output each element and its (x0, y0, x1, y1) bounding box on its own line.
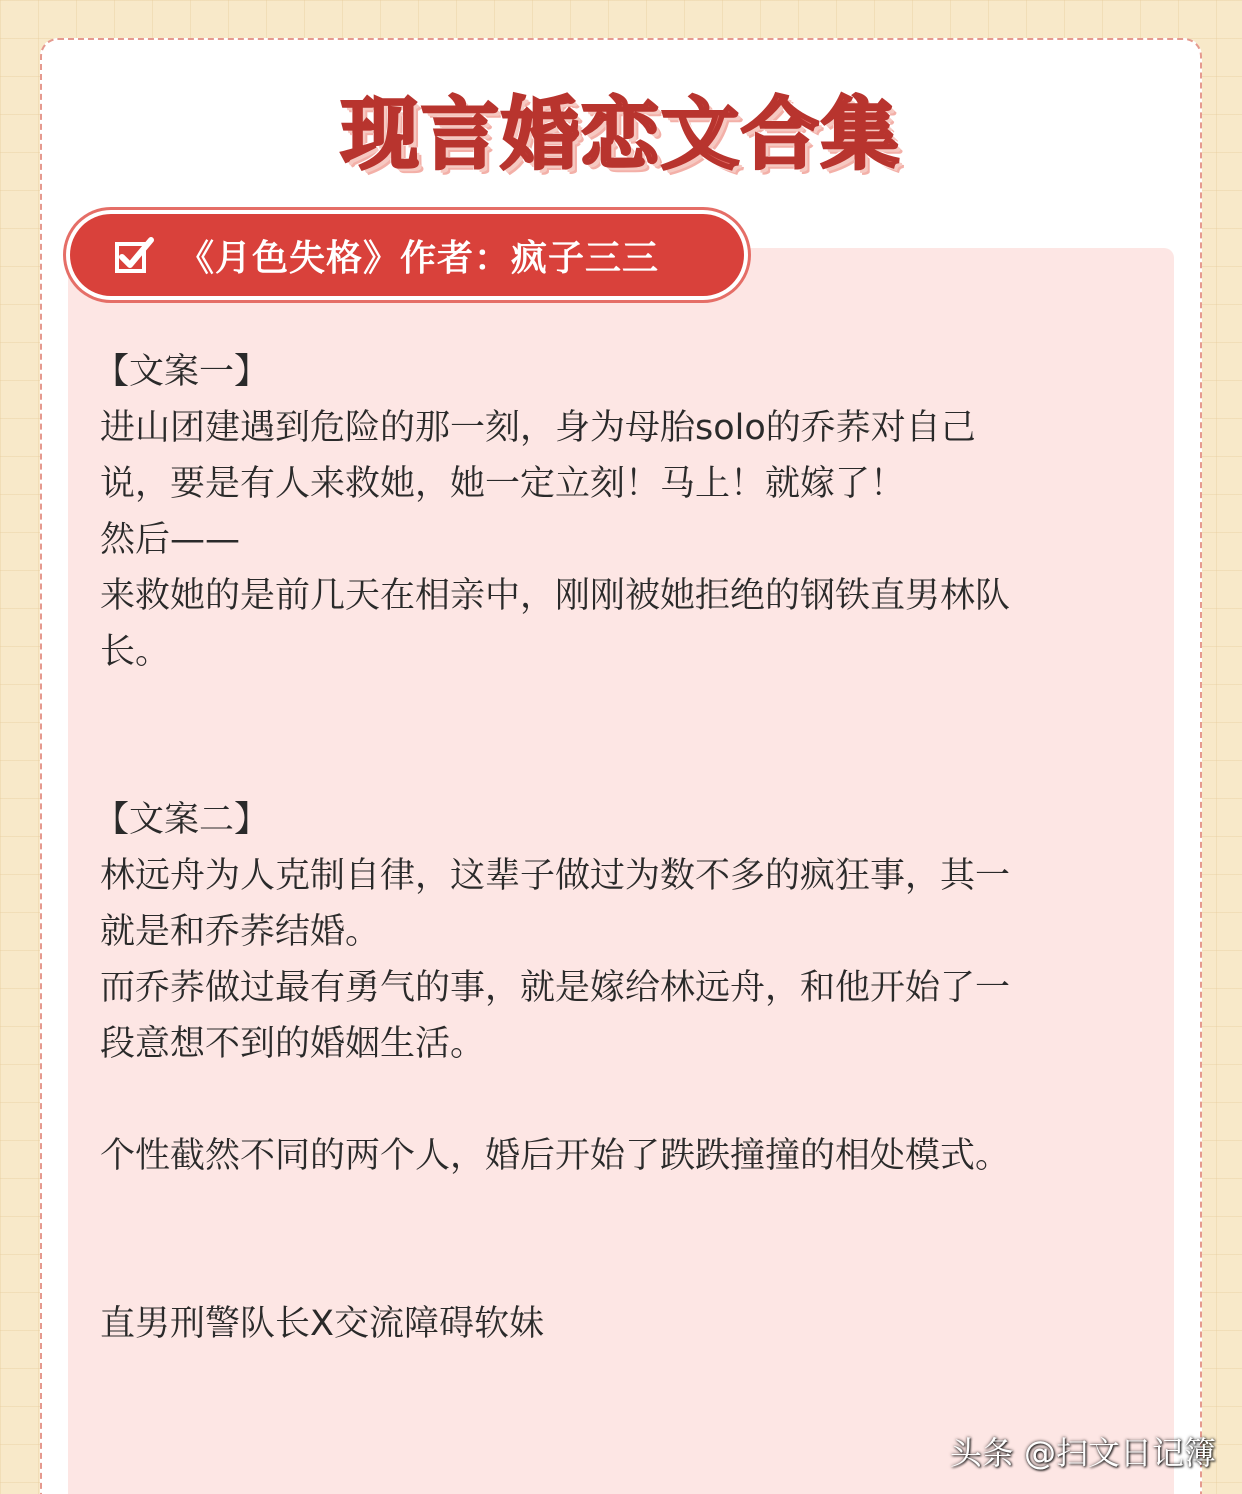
book-title-banner (70, 214, 744, 296)
blurb-two-line: 段意想不到的婚姻生活。 (100, 1024, 486, 1064)
blurb-two-line: 林远舟为人克制自律，这辈子做过为数不多的疯狂事，其一 (100, 856, 1011, 896)
blurb-two-line: 就是和乔荞结婚。 (100, 912, 381, 952)
spacer (100, 1184, 1160, 1296)
synopsis-content (94, 344, 1160, 1352)
watermark: 头条 @扫文日记簿 (949, 1434, 1216, 1472)
blurb-one-line: 说，要是有人来救她，她一定立刻！马上！就嫁了！ (100, 464, 906, 504)
blurb-one-line: 长。 (100, 632, 171, 672)
blurb-one-line: 进山团建遇到危险的那一刻，身为母胎solo的乔荞对自己 (100, 408, 976, 448)
blurb-two-label: 【文案二】 (94, 800, 270, 840)
blurb-one-label: 【文案一】 (94, 352, 270, 392)
blurb-one-line: 然后—— (100, 520, 241, 560)
blurb-two-line: 个性截然不同的两个人，婚后开始了跌跌撞撞的相处模式。 (100, 1136, 1011, 1176)
blurb-two-line: 而乔荞做过最有勇气的事，就是嫁给林远舟，和他开始了一 (100, 968, 1011, 1008)
spacer (100, 680, 1160, 792)
blurb-two-line (100, 1072, 1160, 1128)
book-title-author: 《月色失格》作者：疯子三三 (178, 237, 660, 279)
blurb-one-line: 来救她的是前几天在相亲中，刚刚被她拒绝的钢铁直男林队 (100, 576, 1011, 616)
checkmark-icon (114, 235, 154, 275)
page-title: 现言婚恋文合集 (340, 90, 901, 180)
tagline: 直男刑警队长X交流障碍软妹 (100, 1304, 544, 1344)
